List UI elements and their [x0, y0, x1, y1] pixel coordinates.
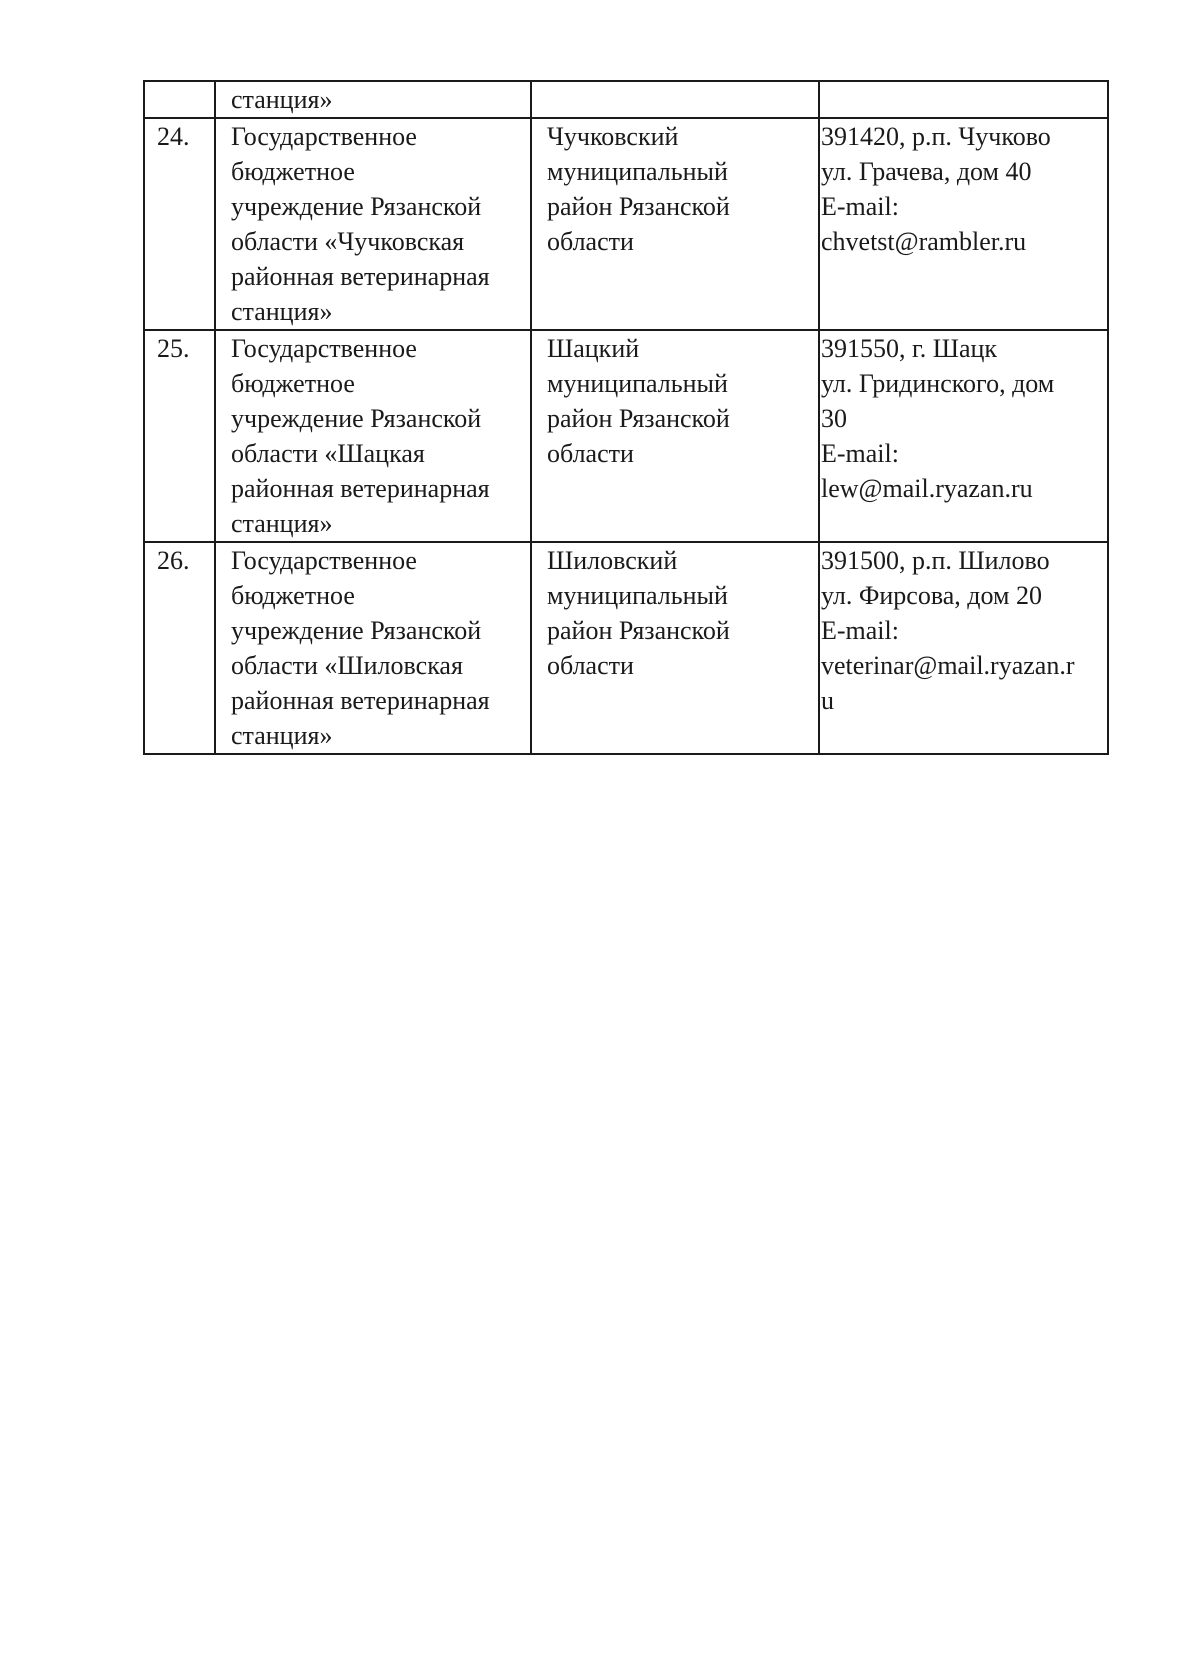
number-cell: [144, 81, 215, 118]
organization-line: области «Шиловская: [231, 651, 463, 680]
address-line: 30: [821, 404, 847, 433]
email-address: chvetst@rambler.ru: [821, 227, 1027, 256]
organization-line: районная ветеринарная: [231, 474, 490, 503]
district-line: Чучковский: [547, 122, 679, 151]
organization-cell: [215, 542, 531, 754]
district-cell: [531, 81, 819, 118]
address-cell: [819, 81, 1108, 118]
district-cell: [531, 330, 819, 542]
address-cell: [819, 330, 1108, 542]
address-line: ул. Грачева, дом 40: [821, 157, 1032, 186]
district-line: муниципальный: [547, 581, 728, 610]
number-cell: [144, 330, 215, 542]
address-line: 391420, р.п. Чучково: [821, 122, 1051, 151]
organization-line: районная ветеринарная: [231, 262, 490, 291]
organization-line: бюджетное: [231, 157, 355, 186]
district-line: Шиловский: [547, 546, 678, 575]
organization-line: станция»: [231, 297, 333, 326]
row-number: 26.: [157, 546, 190, 575]
address-line: ул. Гридинского, дом: [821, 369, 1055, 398]
address-cell: [819, 118, 1108, 330]
email-address: lew@mail.ryazan.ru: [821, 474, 1033, 503]
organizations-table: [143, 80, 1109, 755]
organization-line: учреждение Рязанской: [231, 616, 482, 645]
table-row: [144, 118, 1108, 330]
email-label: E-mail:: [821, 616, 899, 645]
organization-line: учреждение Рязанской: [231, 404, 482, 433]
table-row: [144, 330, 1108, 542]
district-line: области: [547, 651, 634, 680]
address-line: 391500, р.п. Шилово: [821, 546, 1050, 575]
organization-cell: [215, 118, 531, 330]
email-label: E-mail:: [821, 192, 899, 221]
organization-line: станция»: [231, 509, 333, 538]
organization-line: Государственное: [231, 546, 417, 575]
district-line: муниципальный: [547, 369, 728, 398]
organization-line: Государственное: [231, 122, 417, 151]
district-line: район Рязанской: [547, 404, 730, 433]
district-line: район Рязанской: [547, 616, 730, 645]
district-line: район Рязанской: [547, 192, 730, 221]
organization-line: бюджетное: [231, 369, 355, 398]
email-label: E-mail:: [821, 439, 899, 468]
district-line: Шацкий: [547, 334, 640, 363]
organization-line: станция»: [231, 721, 333, 750]
organization-line: бюджетное: [231, 581, 355, 610]
district-line: области: [547, 439, 634, 468]
address-cell: [819, 542, 1108, 754]
email-address: veterinar@mail.ryazan.r: [821, 651, 1075, 680]
email-address-wrap: u: [821, 686, 834, 715]
district-cell: [531, 118, 819, 330]
organization-cell: [215, 330, 531, 542]
organization-line: области «Шацкая: [231, 439, 425, 468]
table-row: [144, 542, 1108, 754]
district-cell: [531, 542, 819, 754]
row-number: 25.: [157, 334, 190, 363]
organization-line: области «Чучковская: [231, 227, 465, 256]
organization-line: станция»: [231, 85, 333, 114]
number-cell: [144, 542, 215, 754]
organization-line: районная ветеринарная: [231, 686, 490, 715]
organization-line: Государственное: [231, 334, 417, 363]
district-line: области: [547, 227, 634, 256]
organization-cell: [215, 81, 531, 118]
district-line: муниципальный: [547, 157, 728, 186]
table-row-continuation: [144, 81, 1108, 118]
address-line: 391550, г. Шацк: [821, 334, 998, 363]
number-cell: [144, 118, 215, 330]
row-number: 24.: [157, 122, 190, 151]
organization-line: учреждение Рязанской: [231, 192, 482, 221]
address-line: ул. Фирсова, дом 20: [821, 581, 1042, 610]
